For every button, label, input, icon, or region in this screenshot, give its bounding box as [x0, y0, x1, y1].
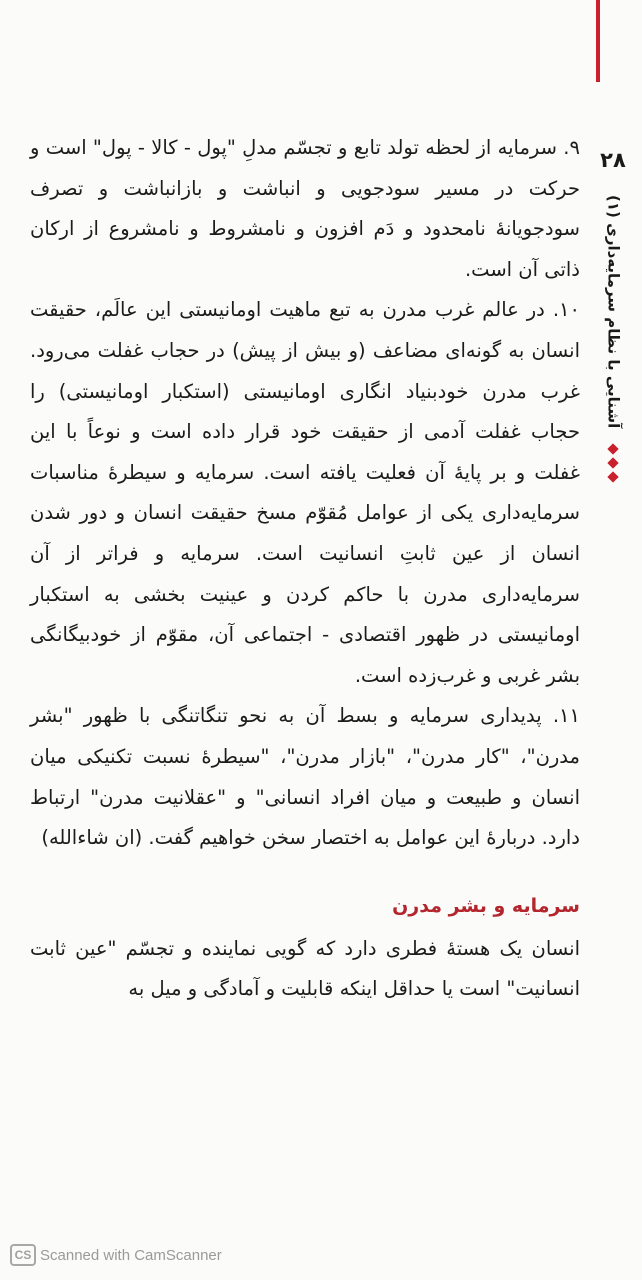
paragraph-10: ۱۰. در عالم غرب مدرن به تبع ماهیت اومانیستی این عالَم، حقیقت انسان به گونه‌ای مضاعف (و بیش از پیش) در حجاب غفلت می‌رود. غرب مدرن خودبنیاد انگاری اومانیستی (استکبار اومانیستی) را حجاب غفلت آدمی از حقیقت خود قرار داده است و نوعاً با این غفلت و بر پایهٔ آن فعلیت یافته است. سرمایه و سیطرهٔ مناسبات سرمایه‌داری یکی از عوامل مُقوّم مسخ حقیقت انسان و دور شدن انسان از عین ثابتِ انسانیت است. سرمایه و فراتر از آن سرمایه‌داری مدرن با حاکم کردن و عینیت بخشی به استکبار اومانیستی در ظهور اقتصادی - اجتماعی آن، مقوّم از خودبیگانگی بشر غربی و غرب‌زده است. — [30, 298, 580, 687]
diamond-icon — [610, 181, 616, 187]
paragraph-11: ۱۱. پدیداری سرمایه و بسط آن به نحو تنگاتنگی با ظهور "بشر مدرن"، "کار مدرن"، "بازار مدرن"، "سیطرهٔ نسبت تکنیکی میان انسان و طبیعت و میان افراد انسانی" و "عقلانیت مدرن" ارتباط دارد. دربارهٔ این عوامل به اختصار سخن خواهیم گفت. (ان شاءالله) — [30, 704, 580, 850]
diamond-icon — [607, 472, 618, 483]
section-paragraph: انسان یک هستهٔ فطری دارد که گویی نماینده و تجسّم "عین ثابت انسانیت" است یا حداقل اینکه قابلیت و آمادگی و میل به — [30, 936, 580, 1001]
diamond-ornament — [609, 442, 617, 484]
running-title: آشنایی با نظام سرمایه‌داری (۱) — [604, 195, 623, 429]
diamond-icon — [607, 444, 618, 455]
corner-accent-bar — [596, 0, 600, 82]
running-header — [596, 150, 630, 480]
diamond-icon — [607, 458, 618, 469]
section-heading: سرمایه و بشر مدرن — [392, 894, 580, 917]
camscanner-logo-icon: CS — [10, 1244, 36, 1266]
page-number: ۲۸ — [600, 148, 626, 172]
watermark-text: Scanned with CamScanner — [40, 1246, 222, 1264]
scanner-watermark — [10, 1244, 222, 1266]
main-text — [30, 128, 580, 1010]
paragraph-9: ۹. سرمایه از لحظه تولد تابع و تجسّم مدلِ "پول - کالا - پول" است و حرکت در مسیر سودجویی و انباشت و بازانباشت و تصرف سودجویانهٔ نامحدود و دَم افزون و نامشروط و نامشروع از ارکان ذاتی آن است. — [30, 136, 580, 281]
